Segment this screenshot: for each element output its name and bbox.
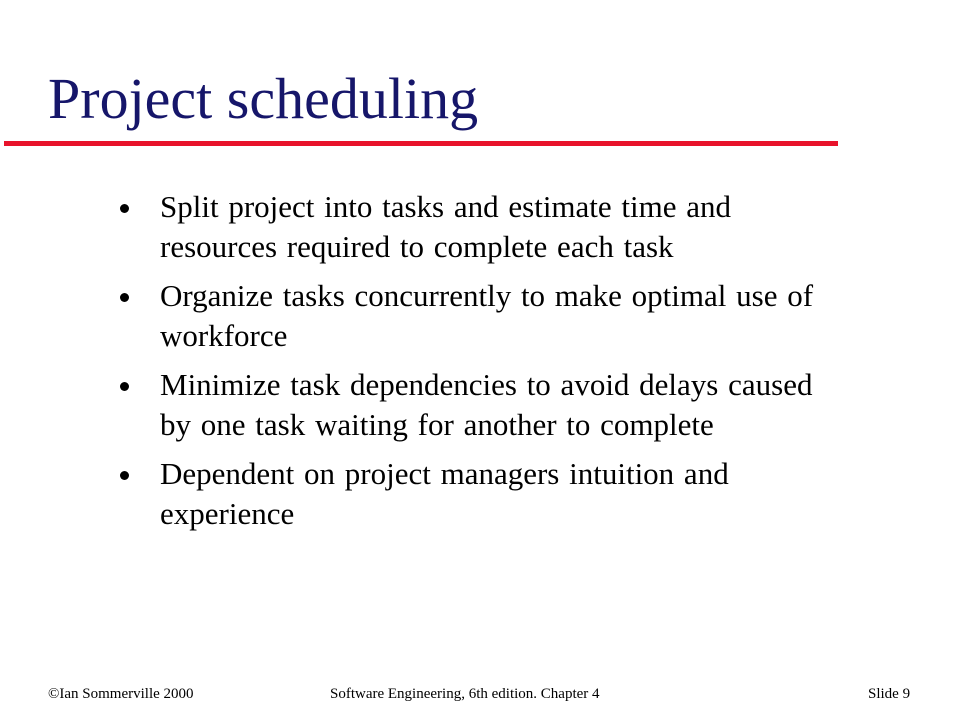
- footer-slide-number: Slide 9: [868, 686, 911, 702]
- bullet-dot-icon: [120, 471, 129, 480]
- bullet-item: [120, 454, 840, 534]
- bullet-item: [120, 365, 840, 445]
- title-underline: [4, 141, 838, 146]
- bullet-dot-icon: [120, 293, 129, 302]
- bullet-item: [120, 187, 840, 267]
- bullet-dot-icon: [120, 382, 129, 391]
- bullet-text: Split project into tasks and estimate time and resources required to complete each task: [160, 189, 732, 264]
- bullet-item: [120, 276, 840, 356]
- footer-course-title: Software Engineering, 6th edition. Chapter 4: [330, 686, 600, 702]
- bullet-text: Organize tasks concurrently to make optimal use of workforce: [160, 278, 814, 353]
- slide-title: Project scheduling: [48, 66, 479, 131]
- footer-copyright: ©Ian Sommerville 2000: [48, 686, 194, 702]
- bullet-text: Minimize task dependencies to avoid delays caused by one task waiting for another to complete: [160, 367, 813, 442]
- bullet-dot-icon: [120, 204, 129, 213]
- bullet-text: Dependent on project managers intuition and experience: [160, 456, 729, 531]
- bullet-list: [120, 187, 840, 543]
